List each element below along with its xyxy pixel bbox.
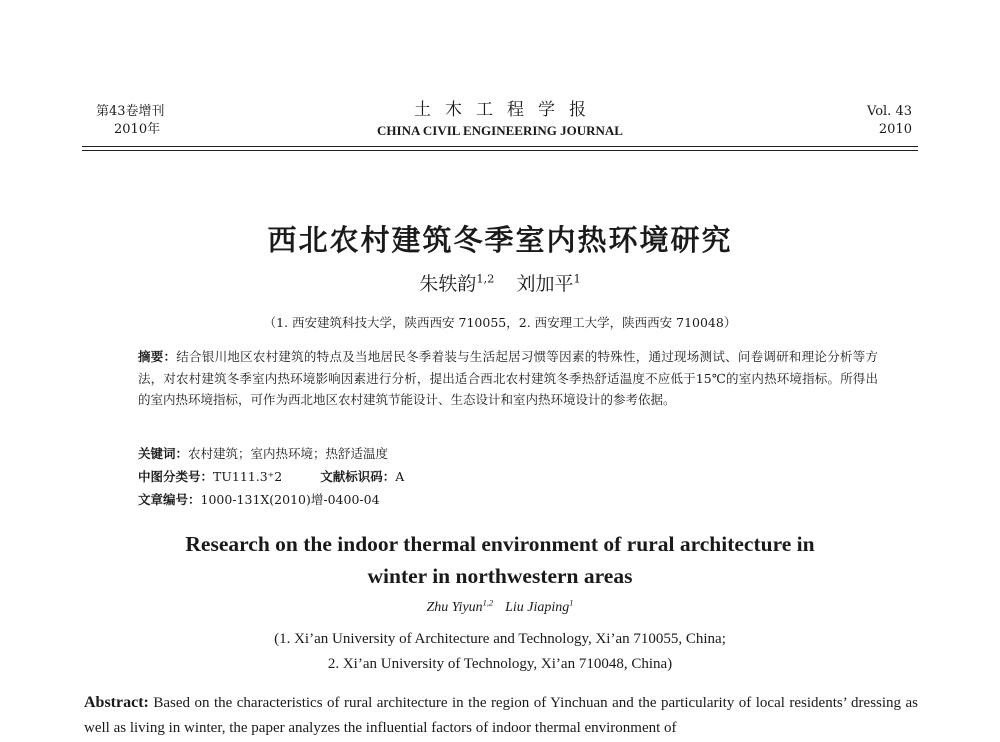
doc-code-label: 文献标识码：: [320, 469, 396, 484]
header-volume-issue: 第43卷增刊: [96, 104, 165, 119]
paper-title-en: [0, 528, 1000, 592]
title-en-line2: winter in northwestern areas: [367, 564, 633, 588]
clc-value: TU111.3⁺2: [213, 469, 283, 484]
affiliation-cn: （1. 西安建筑科技大学，陕西西安 710055，2. 西安理工大学，陕西西安 710048）: [263, 315, 737, 330]
keywords-text: 农村建筑；室内热环境；热舒适温度: [188, 446, 389, 461]
author-cn-2-sup: 1: [573, 271, 581, 286]
abstract-en-text: Based on the characteristics of rural architecture in the region of Yinchuan and the particularity of local residents’ dressing as well as living in winter, the paper analyzes the influential factors of indoor thermal environment of: [84, 695, 919, 736]
abstract-cn-label: 摘要：: [138, 349, 177, 364]
doc-code-value: A: [395, 469, 405, 484]
paper-title-cn: 西北农村建筑冬季室内热环境研究: [267, 223, 733, 257]
abstract-en-label: Abstract:: [84, 694, 149, 711]
author-cn-2: 刘加平: [516, 273, 574, 295]
header-journal: [0, 98, 1000, 140]
affiliation-en-line2: 2. Xi’an University of Technology, Xi’an 710048, China): [327, 656, 673, 672]
journal-title-en: CHINA CIVIL ENGINEERING JOURNAL: [377, 123, 623, 138]
abstract-cn-text: 结合银川地区农村建筑的特点及当地居民冬季着装与生活起居习惯等因素的特殊性，通过现场测试、问卷调研和理论分析等方法，对农村建筑冬季室内热环境影响因素进行分析，提出适合西北农村建筑冬季热舒适温度不应低于15℃的室内热环境指标。所得出的室内热环境指标，可作为西北地区农村建筑节能设计、生态设计和室内热环境设计的参考依据。: [138, 349, 878, 407]
author-en-2: Liu Jiaping: [505, 600, 570, 615]
author-en-2-sup: 1: [569, 598, 574, 608]
affiliation-en-line1: (1. Xi’an University of Architecture and Technology, Xi’an 710055, China;: [274, 631, 726, 647]
header-volume-right: [867, 103, 912, 139]
authors-cn: [0, 270, 1000, 298]
keywords-cn: [138, 445, 388, 463]
author-en-1-sup: 1,2: [482, 598, 494, 608]
title-en-line1: Research on the indoor thermal environment of rural architecture in: [185, 532, 815, 556]
keywords-label: 关键词：: [138, 446, 189, 461]
abstract-en: [84, 690, 918, 741]
article-no-value: 1000-131X(2010)增-0400-04: [200, 492, 380, 507]
affiliation-en: [0, 627, 1000, 677]
header-rule-thin: [82, 150, 918, 151]
clc-label: 中图分类号：: [138, 469, 214, 484]
header-rule-thick: [82, 146, 918, 147]
abstract-cn: [138, 346, 878, 411]
author-cn-1-sup: 1,2: [476, 271, 495, 286]
classification-line: [138, 468, 404, 486]
header-year-left: 2010年: [114, 122, 161, 137]
authors-en: [0, 598, 1000, 618]
header-volume-number: Vol. 43: [867, 104, 912, 119]
author-en-1: Zhu Yiyun: [426, 600, 483, 615]
author-cn-1: 朱轶韵: [419, 273, 477, 295]
journal-title-cn: 土木工程学报: [414, 100, 600, 120]
article-number-line: [138, 491, 380, 509]
header-year-right: 2010: [878, 122, 912, 137]
article-no-label: 文章编号：: [138, 492, 201, 507]
